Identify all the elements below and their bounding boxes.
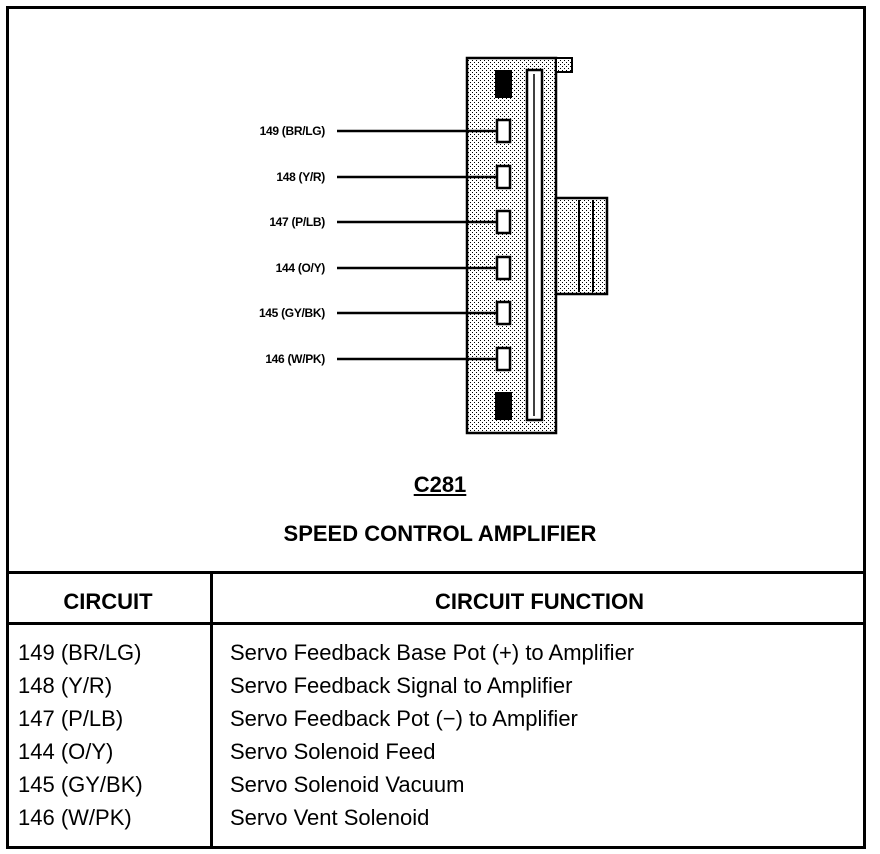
table-header-circuit: CIRCUIT xyxy=(63,589,153,614)
table-row-circuit: 148 (Y/R) xyxy=(18,673,113,698)
pin-label: 144 (O/Y) xyxy=(275,261,325,275)
table-row-function: Servo Vent Solenoid xyxy=(230,805,430,830)
table-row-function: Servo Feedback Base Pot (+) to Amplifier xyxy=(230,640,635,665)
pin-label: 148 (Y/R) xyxy=(276,170,325,184)
table-row-circuit: 149 (BR/LG) xyxy=(18,640,142,665)
table-row-circuit: 147 (P/LB) xyxy=(18,706,124,731)
pin-terminal xyxy=(497,166,510,188)
connector-id: C281 xyxy=(413,472,467,497)
pin-label: 149 (BR/LG) xyxy=(259,124,325,138)
circuit-table xyxy=(6,571,866,849)
table-header-function: CIRCUIT FUNCTION xyxy=(435,589,644,614)
table-row-circuit: 144 (O/Y) xyxy=(18,739,114,764)
table-row-function: Servo Solenoid Vacuum xyxy=(230,772,465,797)
table-header-rule xyxy=(6,622,866,625)
pin-terminal xyxy=(497,302,510,324)
pin-label: 146 (W/PK) xyxy=(265,352,325,366)
table-row-circuit: 146 (W/PK) xyxy=(18,805,132,830)
pin-terminal xyxy=(497,257,510,279)
table-row-function: Servo Feedback Pot (−) to Amplifier xyxy=(230,706,578,731)
connector-side-latch xyxy=(556,198,607,294)
pin-label: 145 (GY/BK) xyxy=(258,306,325,320)
table-row-function: Servo Solenoid Feed xyxy=(230,739,436,764)
connector-top-tab xyxy=(556,58,572,72)
component-name: SPEED CONTROL AMPLIFIER xyxy=(283,521,597,546)
pin-label: 147 (P/LB) xyxy=(269,215,325,229)
pin-terminal xyxy=(497,120,510,142)
pin-terminal xyxy=(497,348,510,370)
connector-key-bottom xyxy=(495,392,512,420)
pin-terminal xyxy=(497,211,510,233)
table-row-circuit: 145 (GY/BK) xyxy=(18,772,143,797)
table-column-divider xyxy=(210,574,213,849)
connector-key-top xyxy=(495,70,512,98)
table-row-function: Servo Feedback Signal to Amplifier xyxy=(230,673,573,698)
